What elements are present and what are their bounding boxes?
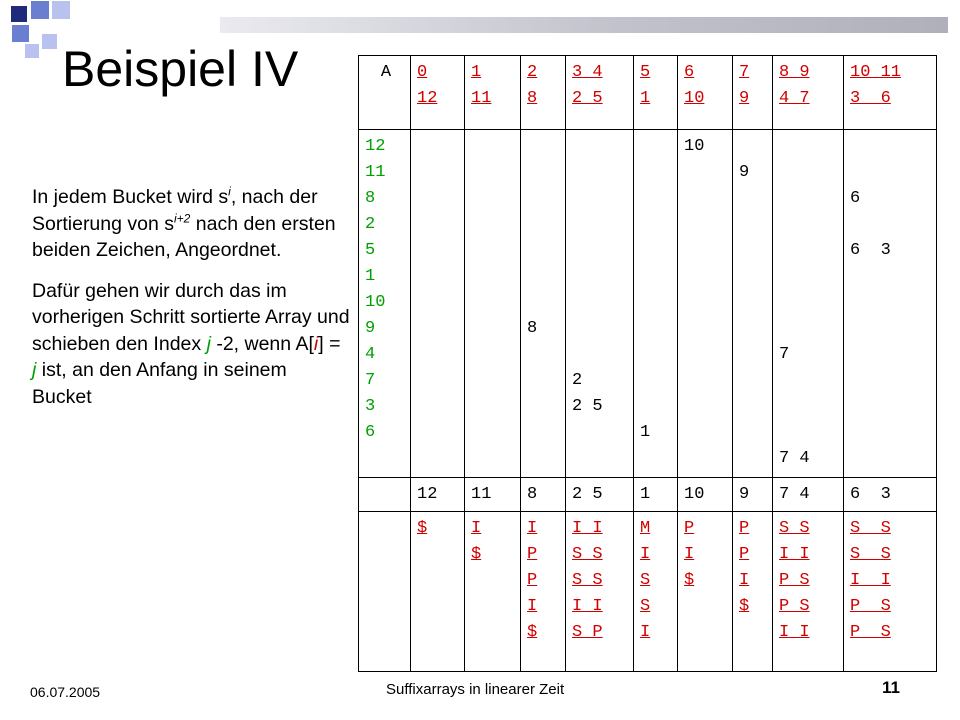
index-value: 4 — [365, 345, 376, 364]
suffix-cell: I $ — [465, 512, 521, 672]
result-empty-cell — [359, 478, 411, 512]
bucket-entry: 10 — [684, 137, 705, 156]
index-value: 7 — [365, 371, 376, 390]
index-value: 6 — [365, 423, 376, 442]
bucket-cell — [634, 130, 678, 478]
logo-square-blue-top — [31, 1, 49, 19]
header-cell: 1 11 — [465, 56, 521, 130]
suffix-cell: S S S S I I P S P S — [844, 512, 937, 672]
bucket-entry: 1 — [640, 423, 651, 442]
bucket-cell — [521, 130, 566, 478]
logo-square-blue-mid — [12, 25, 29, 42]
suffix-cell: I P P I $ — [521, 512, 566, 672]
title-gradient-bar — [220, 17, 948, 33]
description-text — [32, 184, 350, 424]
bucket-row — [359, 130, 937, 478]
suffix-row — [359, 512, 937, 672]
index-value: 9 — [365, 319, 376, 338]
suffix-cell: $ — [411, 512, 465, 672]
description-paragraph-2: Dafür gehen wir durch das im vorherigen Schritt sortierte Array und schieben den Index j -2, wenn A[i] = j ist, an den Anfang in seinem Bucket — [32, 279, 350, 408]
page-number: 11 — [882, 678, 900, 697]
result-cell: 6 3 — [844, 478, 937, 512]
suffix-empty-cell — [359, 512, 411, 672]
header-cell: 10 11 3 6 — [844, 56, 937, 130]
index-column-cell — [359, 130, 411, 478]
index-value: 2 — [365, 215, 376, 234]
bucket-entry: 9 — [739, 163, 750, 182]
bucket-table — [358, 55, 937, 672]
result-cell: 7 4 — [773, 478, 844, 512]
slide-title: Beispiel IV — [62, 41, 299, 97]
result-cell: 1 — [634, 478, 678, 512]
result-cell: 11 — [465, 478, 521, 512]
header-row — [359, 56, 937, 130]
suffix-cell: I I S S S S I I S P — [566, 512, 634, 672]
bucket-cell — [773, 130, 844, 478]
header-cell: 6 10 — [678, 56, 733, 130]
index-value: 8 — [365, 189, 376, 208]
suffix-cell: M I S S I — [634, 512, 678, 672]
bucket-cell — [844, 130, 937, 478]
header-cell: 3 4 2 5 — [566, 56, 634, 130]
footer-title: Suffixarrays in linearer Zeit — [386, 681, 565, 698]
bucket-cell — [678, 130, 733, 478]
index-value: 12 — [365, 137, 386, 156]
header-cell: 7 9 — [733, 56, 773, 130]
logo-square-light-mid — [42, 34, 57, 49]
header-cell: 2 8 — [521, 56, 566, 130]
result-cell: 12 — [411, 478, 465, 512]
description-paragraph-1: In jedem Bucket wird $s^i$, nach der Sortierung von $s^{i+2}$ nach den ersten beiden Zeichen, Angeordnet. — [32, 184, 336, 261]
index-value: 3 — [365, 397, 376, 416]
index-value: 10 — [365, 293, 386, 312]
suffix-cell: S S I I P S P S I I — [773, 512, 844, 672]
bucket-entry: 2 5 — [572, 397, 603, 416]
bucket-entry: 6 3 — [850, 241, 891, 260]
result-cell: 2 5 — [566, 478, 634, 512]
bucket-entry: 8 — [527, 319, 538, 338]
bucket-entry: 7 — [779, 345, 790, 364]
result-cell: 10 — [678, 478, 733, 512]
logo-square-navy-top — [11, 6, 27, 22]
bucket-entry: 7 4 — [779, 449, 810, 468]
index-value: 5 — [365, 241, 376, 260]
header-cell: 5 1 — [634, 56, 678, 130]
index-value: 11 — [365, 163, 386, 182]
header-cell: 8 9 4 7 — [773, 56, 844, 130]
suffix-cell: P I $ — [678, 512, 733, 672]
footer-date: 06.07.2005 — [30, 684, 101, 700]
bucket-cell — [566, 130, 634, 478]
result-cell: 8 — [521, 478, 566, 512]
result-row — [359, 478, 937, 512]
bucket-entry: 2 — [572, 371, 583, 390]
bucket-entry: 6 — [850, 189, 861, 208]
corner-cell: A — [359, 56, 411, 130]
bucket-cell — [411, 130, 465, 478]
suffix-cell: P P I $ — [733, 512, 773, 672]
logo-square-light-top — [52, 1, 70, 19]
logo-square-light-bottom — [25, 44, 39, 58]
bucket-cell — [465, 130, 521, 478]
index-value: 1 — [365, 267, 376, 286]
result-cell: 9 — [733, 478, 773, 512]
header-cell: 0 12 — [411, 56, 465, 130]
bucket-cell — [733, 130, 773, 478]
